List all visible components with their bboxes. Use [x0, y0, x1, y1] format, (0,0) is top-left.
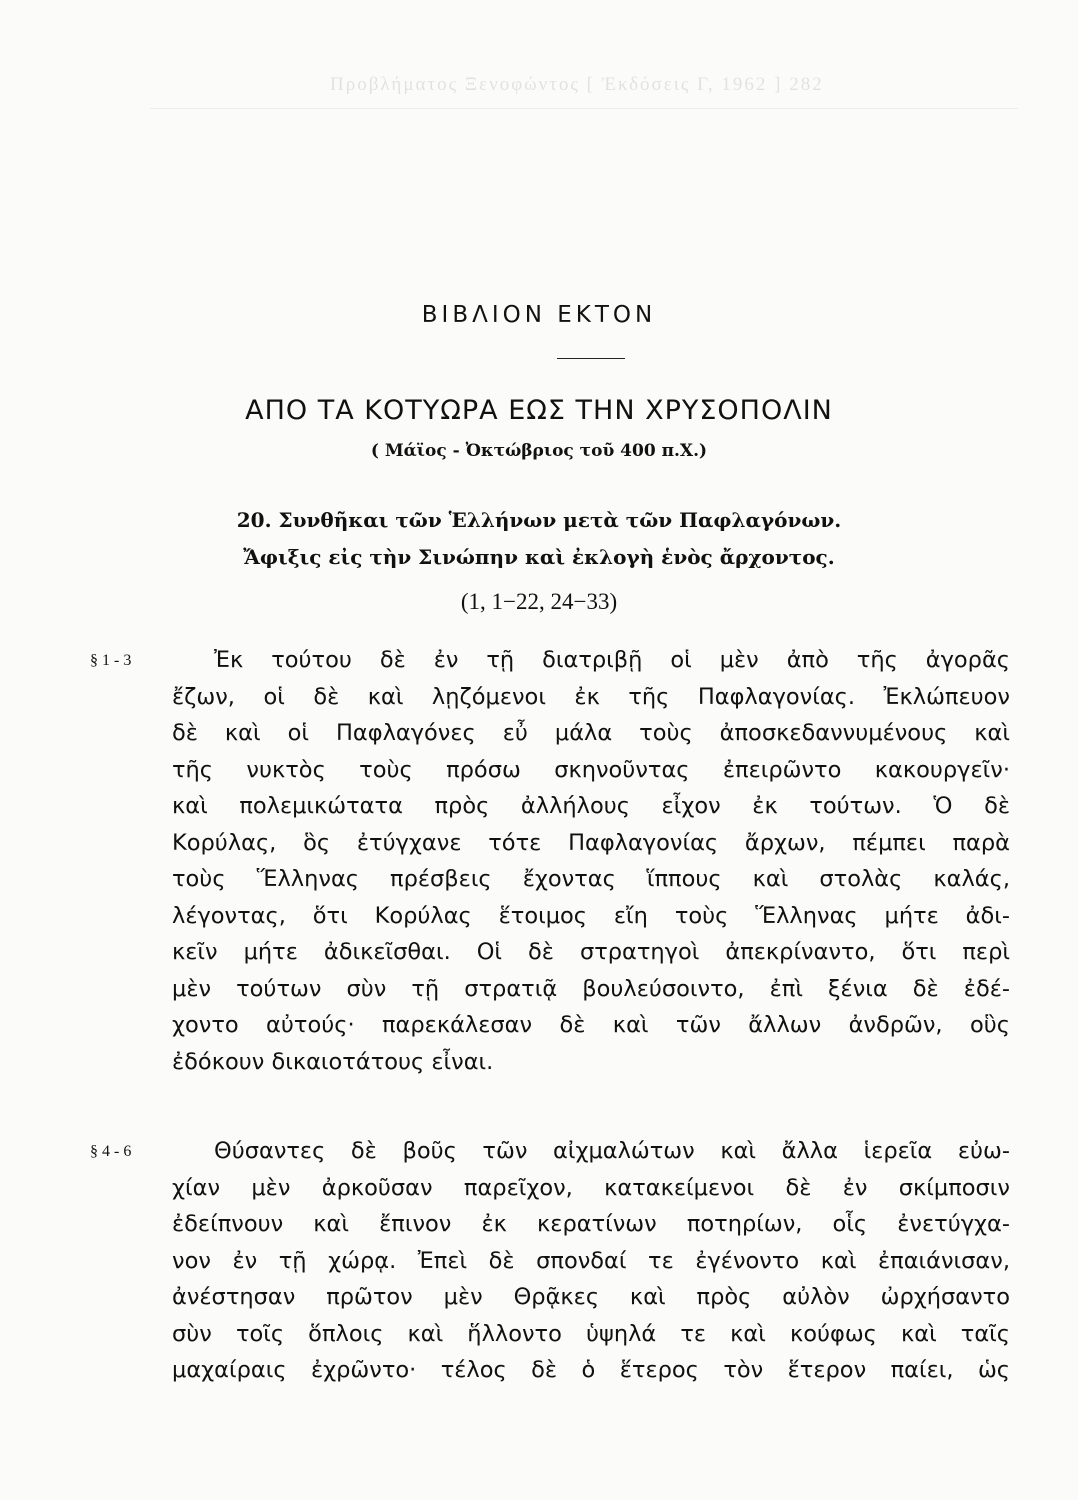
text-line: λέγοντας, ὅτι Κορύλας ἕτοιμος εἴη τοὺς Ἕλληνας μήτε ἀδι-: [172, 902, 1010, 929]
text-line: ἐδείπνουν καὶ ἔπινον ἐκ κερατίνων ποτηρίων, οἷς ἐνετύγχα-: [172, 1211, 1010, 1237]
section-marker: § 4 - 6: [90, 1143, 132, 1160]
text-line: καὶ πολεμικώτατα πρὸς ἀλλήλους εἶχον ἐκ τούτων. Ὁ δὲ: [172, 793, 1010, 819]
show-through-rule: [150, 108, 1018, 109]
text-line: Κορύλας, ὃς ἐτύγχανε τότε Παφλαγονίας ἄρχων, πέμπει παρὰ: [172, 829, 1010, 856]
text-line: τῆς νυκτὸς τοὺς πρόσω σκηνοῦντας ἐπειρῶντο κακουργεῖν·: [172, 756, 1010, 783]
text-line: μαχαίραις ἐχρῶντο· τέλος δὲ ὁ ἕτερος τὸν ἕτερον παίει, ὡς: [172, 1357, 1010, 1383]
section-body: [172, 642, 1010, 1080]
chapter-heading-line-1: 20. Συνθῆκαι τῶν Ἑλλήνων μετὰ τῶν Παφλαγόνων.: [236, 508, 842, 532]
text-line: σὺν τοῖς ὅπλοις καὶ ἥλλοντο ὑψηλά τε καὶ κούφως καὶ ταῖς: [172, 1320, 1010, 1347]
text-line: ἔζων, οἱ δὲ καὶ λῃζόμενοι ἐκ τῆς Παφλαγονίας. Ἐκλώπευον: [172, 683, 1010, 710]
chapter-heading: [0, 502, 1078, 576]
text-line: Ἐκ τούτου δὲ ἐν τῇ διατριβῇ οἱ μὲν ἀπὸ τῆς ἀγορᾶς: [214, 647, 1010, 673]
book-title: ΒΙΒΛΙΟΝ ΕΚΤΟΝ: [421, 302, 657, 328]
text-line: χίαν μὲν ἀρκοῦσαν παρεῖχον, κατακείμενοι δὲ ἐν σκίμποσιν: [172, 1174, 1010, 1201]
text-line: χοντο αὐτούς· παρεκάλεσαν δὲ καὶ τῶν ἄλλων ἀνδρῶν, οὓς: [172, 1012, 1010, 1038]
text-line: ἐδόκουν δικαιοτάτους εἶναι.: [172, 1048, 494, 1075]
text-line: ἀνέστησαν πρῶτον μὲν Θρᾷκες καὶ πρὸς αὐλὸν ὠρχήσαντο: [172, 1284, 1010, 1310]
text-line: τοὺς Ἕλληνας πρέσβεις ἔχοντας ἵππους καὶ στολὰς καλάς,: [172, 866, 1010, 892]
text-line: δὲ καὶ οἱ Παφλαγόνες εὖ μάλα τοὺς ἀποσκεδαννυμένους καὶ: [172, 720, 1010, 746]
section-marker: § 1 - 3: [90, 652, 132, 669]
show-through-header: Προβλήματος Ξενοφώντος [ Ἐκδόσεις Γ, 1962 ] 282: [330, 74, 824, 95]
chapter-heading-line-2: Ἄφιξις εἰς τὴν Σινώπην καὶ ἐκλογὴ ἑνὸς ἄρχοντος.: [243, 545, 835, 569]
section-body: [172, 1133, 1010, 1389]
title-divider: [557, 358, 625, 359]
text-line: κεῖν μήτε ἀδικεῖσθαι. Οἱ δὲ στρατηγοὶ ἀπεκρίναντο, ὅτι περὶ: [172, 939, 1010, 965]
source-references: (1, 1−22, 24−33): [460, 589, 618, 614]
text-line: νον ἐν τῇ χώρᾳ. Ἐπεὶ δὲ σπονδαί τε ἐγένοντο καὶ ἐπαιάνισαν,: [172, 1247, 1010, 1274]
date-range: ( Μάϊος - Ὀκτώβριος τοῦ 400 π.Χ.): [370, 441, 708, 461]
main-title: ΑΠΟ ΤΑ ΚΟΤΥΩΡΑ ΕΩΣ ΤΗΝ ΧΡΥΣΟΠΟΛΙΝ: [245, 395, 833, 426]
text-line: μὲν τούτων σὺν τῇ στρατιᾷ βουλεύσοιντο, ἐπὶ ξένια δὲ ἐδέ-: [172, 975, 1010, 1002]
text-line: Θύσαντες δὲ βοῦς τῶν αἰχμαλώτων καὶ ἄλλα ἱερεῖα εὐω-: [214, 1138, 1010, 1164]
